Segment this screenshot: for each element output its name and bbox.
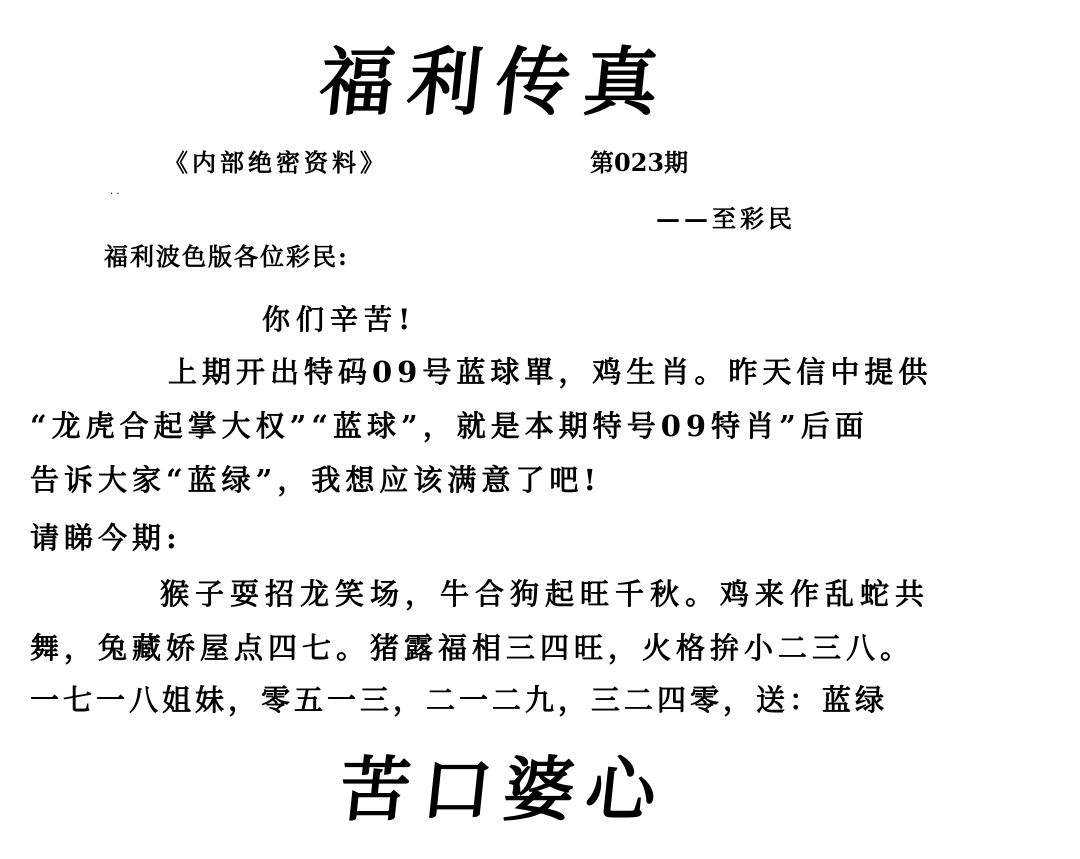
body-line-5: 猴子耍招龙笑场，牛合狗起旺千秋。鸡来作乱蛇共	[160, 577, 931, 611]
recipient-line: ——至彩民	[656, 204, 796, 233]
speck-marks: · ·	[110, 189, 120, 200]
body-line-6: 舞，兔藏娇屋点四七。猪露福相三四旺，火格拚小二三八。	[30, 631, 915, 665]
body-line-2: “龙虎合起掌大权”“蓝球”，就是本期特号09特肖”后面	[30, 409, 869, 443]
body-line-3: 告诉大家“蓝绿”，我想应该满意了吧!	[30, 463, 602, 497]
greeting-line: 福利波色版各位彩民:	[104, 242, 349, 271]
document-subtitle: 《内部绝密资料》	[164, 148, 388, 177]
thanks-line: 你们辛苦!	[262, 303, 417, 336]
issue-number: 第023期	[590, 148, 689, 177]
body-line-1: 上期开出特码09号蓝球單，鸡生肖。昨天信中提供	[168, 355, 933, 389]
body-line-7: 一七一八姐妹，零五一三，二一二九，三二四零，送：蓝绿	[30, 683, 889, 717]
document-title: 福利传真	[315, 40, 677, 126]
body-line-4: 请睇今期:	[30, 521, 182, 555]
footer-title: 苦口婆心	[335, 748, 673, 831]
